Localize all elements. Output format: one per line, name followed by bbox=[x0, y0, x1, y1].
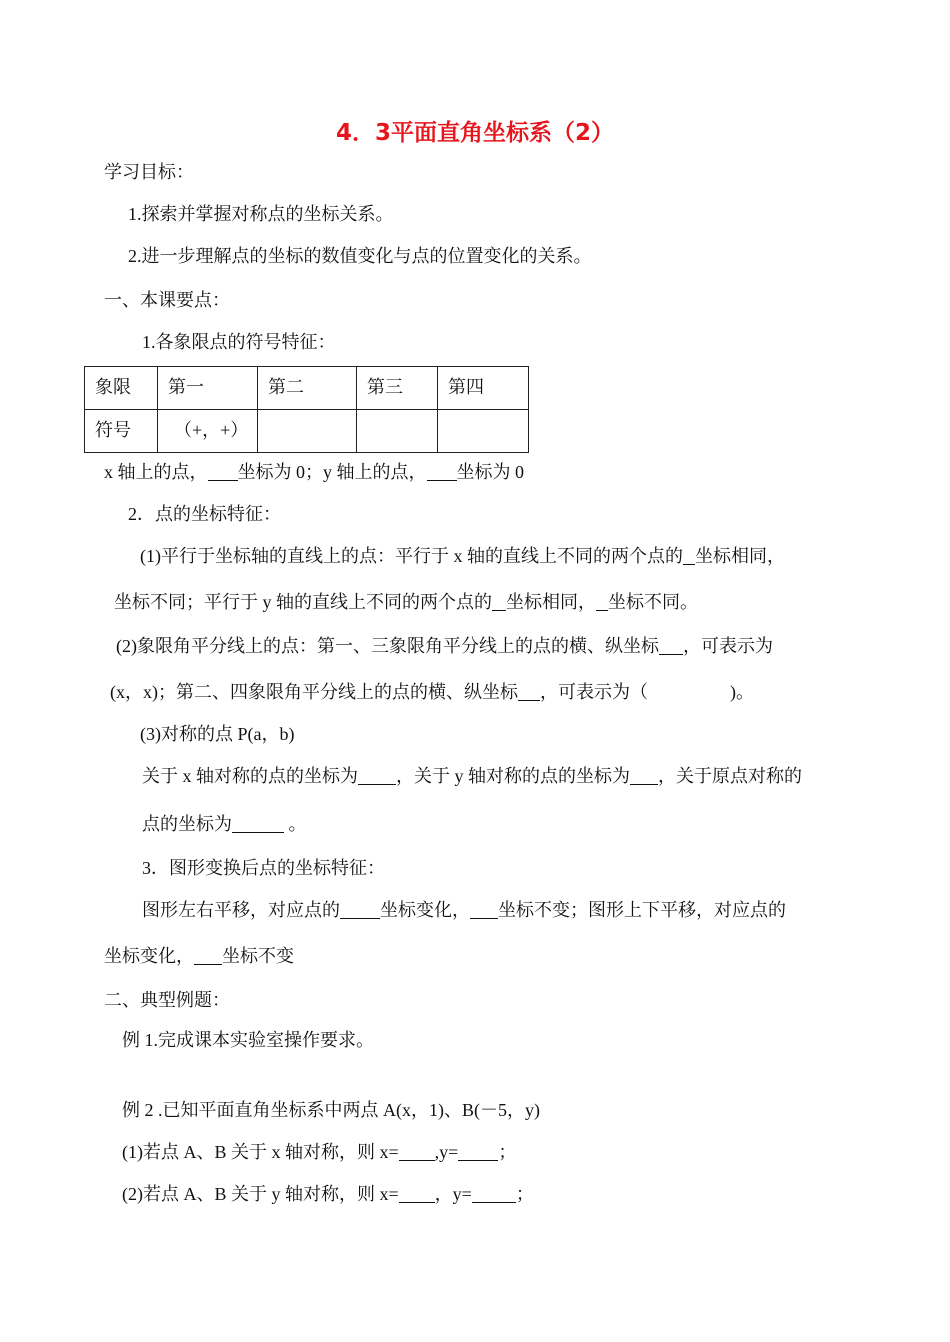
table-cell: 符号 bbox=[85, 410, 158, 453]
table-header-cell: 第一 bbox=[158, 367, 258, 410]
text-segment: 坐标不变 bbox=[222, 946, 294, 966]
paragraph-line bbox=[104, 944, 294, 968]
text-segment: x 轴上的点， bbox=[104, 462, 208, 482]
fill-blank bbox=[596, 592, 608, 611]
table-header-cell: 第二 bbox=[258, 367, 357, 410]
text-segment: (1)若点 A、B 关于 x 轴对称，则 x= bbox=[122, 1142, 399, 1162]
table-cell bbox=[258, 410, 357, 453]
objectives-heading: 学习目标： bbox=[104, 162, 194, 182]
text-segment: ，关于 y 轴对称的点的坐标为 bbox=[396, 766, 630, 786]
objective-item: 2.进一步理解点的坐标的数值变化与点的位置变化的关系。 bbox=[128, 246, 592, 266]
text-segment: 坐标相同， bbox=[695, 546, 785, 566]
text-segment: (2)若点 A、B 关于 y 轴对称，则 x= bbox=[122, 1184, 399, 1204]
text-segment: 。 bbox=[284, 814, 307, 834]
table-cell bbox=[438, 410, 529, 453]
text-segment: 坐标相同， bbox=[506, 592, 596, 612]
point-heading: 3．图形变换后点的坐标特征： bbox=[142, 858, 385, 878]
axis-line bbox=[104, 460, 524, 484]
text-segment: ； bbox=[498, 1142, 517, 1162]
fill-blank bbox=[518, 682, 540, 701]
table-row bbox=[85, 367, 529, 410]
text-segment: 坐标为 0；y 轴上的点， bbox=[237, 462, 427, 482]
text-segment: 关于 x 轴对称的点的坐标为 bbox=[142, 766, 358, 786]
fill-blank bbox=[358, 766, 396, 785]
text-segment: 点的坐标为 bbox=[142, 814, 232, 834]
paragraph-line bbox=[140, 544, 785, 568]
example-2-stem: 例 2 .已知平面直角坐标系中两点 A(x，1)、B(－5，y) bbox=[122, 1100, 540, 1120]
section-heading: 二、典型例题： bbox=[104, 990, 230, 1010]
paragraph-line bbox=[116, 634, 773, 658]
text-segment: 坐标不变；图形上下平移，对应点的 bbox=[498, 900, 786, 920]
fill-blank bbox=[458, 1142, 498, 1161]
fill-blank bbox=[208, 462, 238, 481]
text-segment: ，可表示为 bbox=[683, 636, 773, 656]
text-segment: 图形左右平移，对应点的 bbox=[142, 900, 340, 920]
paragraph-line bbox=[142, 898, 786, 922]
table-cell bbox=[357, 410, 438, 453]
text-segment: ，可表示为（ bbox=[540, 682, 648, 702]
fill-blank bbox=[470, 900, 498, 919]
fill-blank bbox=[492, 592, 506, 611]
paragraph-line bbox=[142, 812, 307, 836]
fill-blank bbox=[340, 900, 380, 919]
fill-blank bbox=[399, 1142, 435, 1161]
table-header-cell: 第四 bbox=[438, 367, 529, 410]
fill-blank bbox=[427, 462, 457, 481]
paragraph-line bbox=[142, 764, 802, 788]
fill-blank bbox=[194, 946, 222, 965]
objective-item: 1.探索并掌握对称点的坐标关系。 bbox=[128, 204, 394, 224]
example-1: 例 1.完成课本实验室操作要求。 bbox=[122, 1030, 374, 1050]
point-heading: (3)对称的点 P(a，b) bbox=[140, 724, 295, 744]
point-heading: 1.各象限点的符号特征： bbox=[142, 332, 336, 352]
text-segment: (x，x)；第二、四象限角平分线上的点的横、纵坐标 bbox=[110, 682, 518, 702]
table-header-cell: 象限 bbox=[85, 367, 158, 410]
table-cell: （+，+） bbox=[158, 410, 258, 453]
text-segment: )。 bbox=[730, 682, 754, 702]
text-segment: 坐标为 0 bbox=[456, 462, 524, 482]
text-segment: ； bbox=[515, 1184, 534, 1204]
quadrant-sign-table bbox=[84, 366, 529, 453]
example-2-question bbox=[122, 1182, 534, 1206]
text-segment: ，关于原点对称的 bbox=[658, 766, 802, 786]
text-segment: (1)平行于坐标轴的直线上的点：平行于 x 轴的直线上不同的两个点的 bbox=[140, 546, 683, 566]
point-heading: 2．点的坐标特征： bbox=[128, 504, 281, 524]
text-segment: 坐标变化， bbox=[380, 900, 470, 920]
text-segment: 坐标不同；平行于 y 轴的直线上不同的两个点的 bbox=[114, 592, 492, 612]
section-heading: 一、本课要点： bbox=[104, 290, 230, 310]
paragraph-line bbox=[110, 680, 754, 704]
page-title: 4．3平面直角坐标系（2） bbox=[335, 120, 614, 146]
example-2-question bbox=[122, 1140, 516, 1164]
fill-blank bbox=[630, 766, 658, 785]
text-segment: ，y= bbox=[434, 1184, 472, 1204]
fill-blank bbox=[472, 1184, 516, 1203]
text-segment: (2)象限角平分线上的点：第一、三象限角平分线上的点的横、纵坐标 bbox=[116, 636, 659, 656]
fill-blank bbox=[232, 814, 284, 833]
paragraph-line bbox=[114, 590, 698, 614]
fill-blank bbox=[659, 636, 683, 655]
table-header-cell: 第三 bbox=[357, 367, 438, 410]
fill-blank bbox=[399, 1184, 435, 1203]
fill-blank bbox=[683, 546, 695, 565]
text-segment: ,y= bbox=[434, 1142, 459, 1162]
table-row bbox=[85, 410, 529, 453]
text-segment: 坐标变化， bbox=[104, 946, 194, 966]
text-segment: 坐标不同。 bbox=[608, 592, 698, 612]
